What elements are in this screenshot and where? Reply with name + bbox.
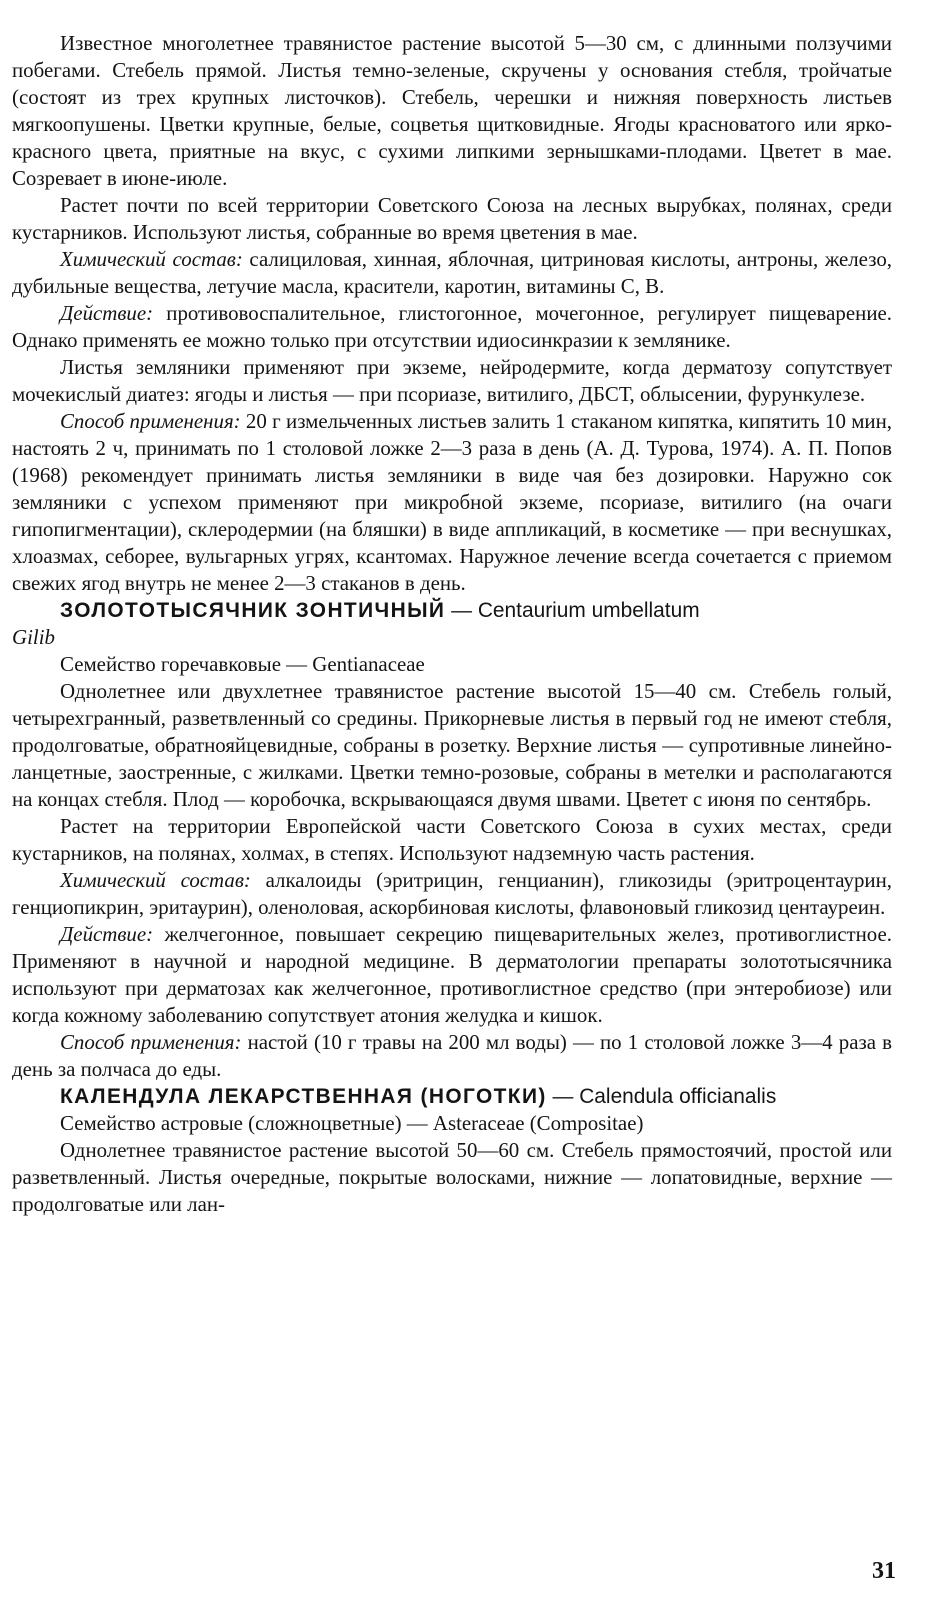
- page-number: 31: [872, 1558, 896, 1584]
- centaury-name: ЗОЛОТОТЫСЯЧНИК ЗОНТИЧНЫЙ: [60, 599, 446, 622]
- composition-text: салициловая, хинная, яблочная, цитриновая кислоты, антроны, железо, дубильные вещества, летучие масла, красители, каротин, витамины С, В.: [12, 247, 893, 298]
- page-text: [12, 30, 892, 1218]
- action-text: противовоспалительное, глистогонное, мочегонное, регулирует пищеварение. Однако применять ее можно только при отсутствии идиосинкразии к землянике.: [12, 301, 892, 352]
- calendula-family: Семейство астровые (сложноцветные) — Asteraceae (Compositae): [60, 1111, 644, 1135]
- calendula-description: Однолетнее травянистое растение высотой 50—60 см. Стебель прямостоячий, простой или разветвленный. Листья очередные, покрытые волосками, нижние — лопатовидные, верхние — продолговатые или лан-: [12, 1138, 892, 1216]
- centaury-latin-author: [12, 624, 892, 651]
- strawberry-usage: Листья земляники применяют при экземе, нейродермите, когда дерматозу сопутствует мочекислый диатез: ягоды и листья — при псориазе, витилиго, ДБСТ, облысении, фурункулезе.: [12, 355, 892, 406]
- composition-label: Химический состав:: [60, 247, 243, 271]
- composition-text: алкалоиды (эритрицин, генцианин), гликозиды (эритроцентаурин, генциопикрин, эритаурин), оленоловая, аскорбиновая кислоты, флавоновый гликозид центауреин.: [12, 868, 892, 919]
- calendula-heading: [12, 1083, 892, 1110]
- centaury-heading: [12, 597, 892, 624]
- centaury-composition: [12, 867, 892, 921]
- method-text: 20 г измельченных листьев залить 1 стаканом кипятка, кипятить 10 мин, настоять 2 ч, принимать по 1 столовой ложке 2—3 раза в день (А. Д. Турова, 1974). А. П. Попов (1968) рекомендует принимать листья земляники в виде чая без дозировки. Наружно сок земляники с успехом применяют при микробной экземе, псориазе, витилиго (на очаги гипопигментации), склеродермии (на бляшки) в виде аппликаций, в косметике — при веснушках, хлоазмах, себорее, вульгарных угрях, ксантомах. Наружное лечение всегда сочетается с приемом свежих ягод внутрь не менее 2—3 стаканов в день.: [12, 409, 893, 595]
- method-label: Способ применения:: [60, 409, 241, 433]
- centaury-description: Однолетнее или двухлетнее травянистое растение высотой 15—40 см. Стебель голый, четырехгранный, разветвленный со средины. Прикорневые листья в первый год не имеют стебля, продолговатые, обратнояйцевидные, собраны в розетку. Верхние листья — супротивные линейно-ланцетные, заостренные, с жилками. Цветки темно-розовые, собраны в метелки и располагаются на концах стебля. Плод — коробочка, вскрывающаяся двумя швами. Цветет с июня по сентябрь.: [12, 679, 892, 811]
- method-text: настой (10 г травы на 200 мл воды) — по 1 столовой ложке 3—4 раза в день за полчаса до еды.: [12, 1030, 892, 1081]
- strawberry-composition: [12, 246, 892, 300]
- centaury-action: [12, 921, 892, 1029]
- strawberry-description: Известное многолетнее травянистое растение высотой 5—30 см, с длинными ползучими побегами. Стебель прямой. Листья темно-зеленые, скручены у основания стебля, тройчатые (состоят из трех крупных листочков). Стебель, черешки и нижняя поверхность листьев мягкоопушены. Цветки крупные, белые, соцветья щитковидные. Ягоды красноватого или ярко-красного цвета, приятные на вкус, с сухими липкими зернышками-плодами. Цветет в мае. Созревает в июне-июле.: [12, 31, 892, 190]
- centaury-family: Семейство горечавковые — Gentianaceae: [60, 652, 425, 676]
- centaury-latin-cont: Gilib: [12, 625, 55, 649]
- calendula-latin: — Calendula officianalis: [546, 1085, 777, 1108]
- action-text: желчегонное, повышает секрецию пищеварительных желез, противоглистное. Применяют в научной и народной медицине. В дерматологии препараты золототысячника используют при дерматозах как желчегонное, противоглистное средство (при энтеробиозе) или когда кожному заболеванию сопутствует атония желудка и кишок.: [12, 922, 892, 1027]
- strawberry-habitat: Растет почти по всей территории Советского Союза на лесных вырубках, полянах, среди кустарников. Используют листья, собранные во время цветения в мае.: [12, 193, 892, 244]
- centaury-habitat: Растет на территории Европейской части Советского Союза в сухих местах, среди кустарников, на полянах, холмах, в степях. Используют надземную часть растения.: [12, 814, 892, 865]
- method-label: Способ применения:: [60, 1030, 242, 1054]
- composition-label: Химический состав:: [60, 868, 251, 892]
- action-label: Действие:: [60, 922, 154, 946]
- centaury-method: [12, 1029, 892, 1083]
- action-label: Действие:: [60, 301, 154, 325]
- strawberry-method: [12, 408, 892, 597]
- calendula-name: КАЛЕНДУЛА ЛЕКАРСТВЕННАЯ (НОГОТКИ): [60, 1085, 547, 1108]
- strawberry-action: [12, 300, 892, 354]
- centaury-latin: — Centaurium umbellatum: [445, 599, 700, 622]
